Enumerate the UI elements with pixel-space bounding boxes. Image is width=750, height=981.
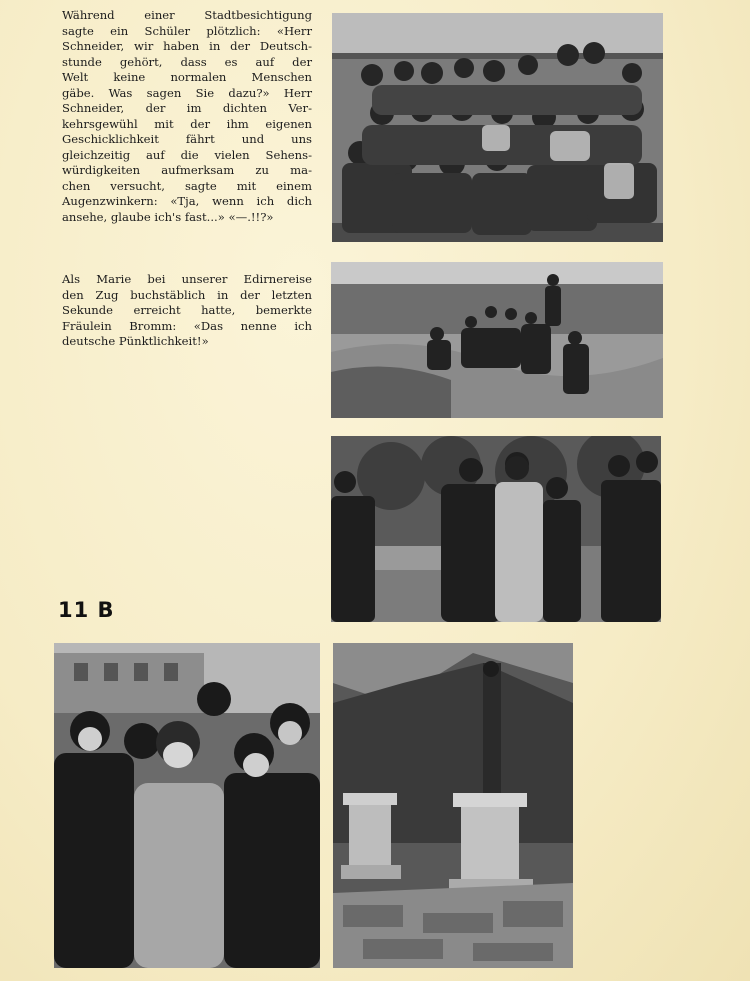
anecdote-paragraph-1 [62,8,312,225]
text-line: sagte ein Schüler plötzlich: «Herr [62,23,312,38]
text-line: Als Marie bei unserer Edirnereise [62,272,312,286]
text-line: Fräulein Bromm: «Das nenne ich [62,318,312,333]
class-11b-group-photo [54,643,320,968]
text-line: ansehe, glaube ich's fast...» «—.!!?» [62,209,274,224]
text-line: Welt keine normalen Menschen [62,70,312,84]
text-line: stunde gehört, dass es auf der [62,54,312,69]
group-photo-steps [332,13,663,242]
text-line: würdigkeiten aufmerksam zu ma- [62,163,312,177]
anecdote-paragraph-2 [62,272,312,350]
group-photo-garden [331,436,661,622]
text-line: kehrsgewühl mit der ihm eigenen [62,116,312,131]
text-line: Geschicklichkeit fährt und uns [62,132,312,146]
class-label: 11 B [58,598,115,622]
ruins-pedestal-photo [333,643,573,968]
text-line: gäbe. Was sagen Sie dazu?» Herr [62,85,312,100]
text-line: Während einer Stadtbesichtigung [62,8,312,22]
text-line: Schneider, der im dichten Ver- [62,101,312,115]
text-line: gleichzeitig auf die vielen Sehens- [62,147,312,162]
text-line: chen versucht, sagte mit einem [62,178,312,193]
group-photo-seashore [331,262,663,418]
text-line: Schneider, wir haben in der Deutsch- [62,39,312,53]
text-line: deutsche Pünktlichkeit!» [62,334,209,348]
text-line: den Zug buchstäblich in der letzten [62,287,312,302]
text-line: Augenzwinkern: «Tja, wenn ich dich [62,194,312,208]
text-line: Sekunde erreicht hatte, bemerkte [62,303,312,317]
